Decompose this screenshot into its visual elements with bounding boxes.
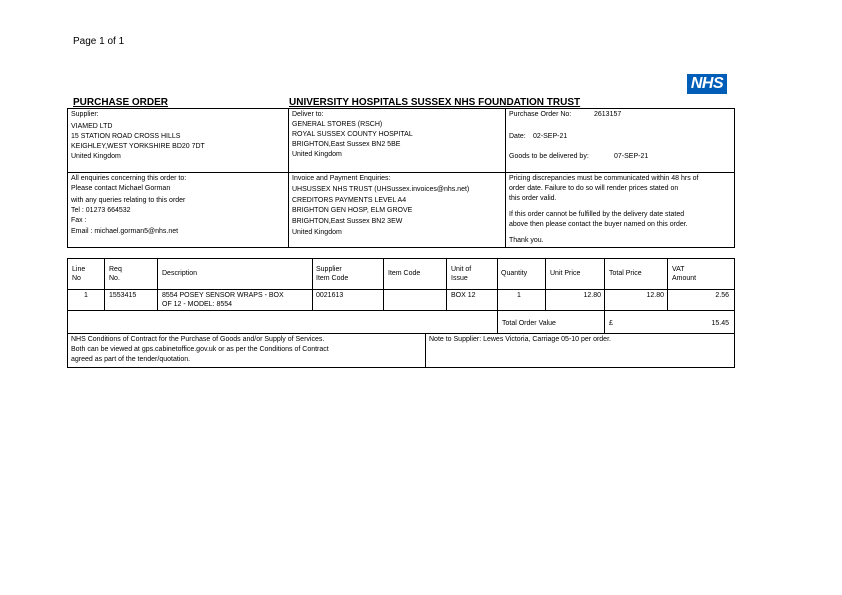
nhs-logo: NHS — [687, 74, 727, 94]
pricing-note-line: above then please contact the buyer named on this order. — [509, 221, 688, 228]
header-total-price: Total Price — [609, 270, 642, 277]
header-unit-of-issue: Issue — [451, 275, 468, 282]
header-req-no: Req — [109, 266, 122, 273]
pricing-note-line: Pricing discrepancies must be communicated within 48 hrs of — [509, 175, 699, 182]
po-number-label: Purchase Order No: — [509, 111, 572, 118]
pricing-note-line: order date. Failure to do so will render prices stated on — [509, 185, 679, 192]
header-req-no: No. — [109, 275, 120, 282]
invoice-line: United Kingdom — [292, 229, 342, 236]
page-number: Page 1 of 1 — [73, 36, 125, 47]
trust-name: UNIVERSITY HOSPITALS SUSSEX NHS FOUNDATION TRUST — [289, 97, 581, 108]
enquiries-phone: Tel : 01273 664532 — [71, 207, 131, 214]
invoice-line: BRIGHTON GEN HOSP, ELM GROVE — [292, 207, 413, 214]
cell-vat: 2.56 — [715, 292, 729, 299]
supplier-address-1: 15 STATION ROAD CROSS HILLS — [71, 133, 181, 140]
header-quantity: Quantity — [501, 270, 528, 277]
total-label: Total Order Value — [502, 320, 556, 327]
invoice-line: BRIGHTON,East Sussex BN2 3EW — [292, 218, 403, 225]
cell-unit-of-issue: BOX 12 — [451, 292, 476, 299]
order-date-label: Date: — [509, 133, 526, 140]
header-line-no: No — [72, 275, 81, 282]
header-vat: Amount — [672, 275, 697, 282]
conditions-line: NHS Conditions of Contract for the Purchase of Goods and/or Supply of Services. — [71, 336, 325, 343]
header-unit-price: Unit Price — [550, 270, 581, 277]
enquiries-fax: Fax : — [71, 217, 87, 224]
deliver-to-address-1: ROYAL SUSSEX COUNTY HOSPITAL — [292, 131, 413, 138]
supplier-note: Note to Supplier: Lewes Victoria, Carriage 05-10 per order. — [429, 336, 611, 343]
cell-description: OF 12 - MODEL: 8554 — [162, 301, 233, 308]
supplier-address-2: KEIGHLEY,WEST YORKSHIRE BD20 7DT — [71, 143, 205, 150]
header-supplier-code: Supplier — [316, 266, 342, 273]
po-number-value: 2613157 — [594, 111, 622, 118]
cell-req-no: 1553415 — [109, 292, 137, 299]
cell-unit-price: 12.80 — [583, 292, 601, 299]
conditions-line: Both can be viewed at gps.cabinetoffice.gov.uk or as per the Conditions of Contract — [71, 346, 329, 353]
delivery-date-label: Goods to be delivered by: — [509, 153, 589, 160]
invoice-line: Invoice and Payment Enquiries: — [292, 175, 391, 182]
order-date-value: 02-SEP-21 — [533, 133, 568, 140]
deliver-to-name: GENERAL STORES (RSCH) — [292, 121, 383, 128]
document-title: PURCHASE ORDER — [73, 97, 169, 108]
header-unit-of-issue: Unit of — [451, 266, 472, 273]
cell-line-no: 1 — [84, 292, 88, 299]
cell-total-price: 12.80 — [646, 292, 664, 299]
supplier-name: VIAMED LTD — [71, 123, 113, 130]
enquiries-email: Email : michael.gorman5@nhs.net — [71, 228, 179, 235]
header-item-code: Item Code — [388, 270, 421, 277]
total-value: 15.45 — [711, 320, 729, 327]
pricing-note-thanks: Thank you. — [509, 237, 544, 244]
enquiries-line: with any queries relating to this order — [71, 197, 186, 204]
invoice-line: CREDITORS PAYMENTS LEVEL A4 — [292, 197, 407, 204]
delivery-date-value: 07-SEP-21 — [614, 153, 649, 160]
enquiries-line: All enquiries concerning this order to: — [71, 175, 187, 182]
header-vat: VAT — [672, 266, 685, 273]
deliver-to-country: United Kingdom — [292, 151, 342, 158]
invoice-line: UHSUSSEX NHS TRUST (UHSussex.invoices@nhs.net) — [292, 186, 470, 193]
supplier-country: United Kingdom — [71, 153, 121, 160]
cell-supplier-code: 0021613 — [316, 292, 344, 299]
header-line-no: Line — [72, 266, 86, 273]
deliver-to-label: Deliver to: — [292, 111, 324, 118]
cell-quantity: 1 — [517, 292, 521, 299]
header-description: Description — [162, 270, 198, 277]
conditions-line: agreed as part of the tender/quotation. — [71, 356, 191, 363]
pricing-note-line: this order valid. — [509, 195, 557, 202]
currency-symbol: £ — [609, 320, 613, 327]
deliver-to-address-2: BRIGHTON,East Sussex BN2 5BE — [292, 141, 401, 148]
header-supplier-code: Item Code — [316, 275, 349, 282]
enquiries-line: Please contact Michael Gorman — [71, 185, 171, 192]
supplier-label: Supplier: — [71, 111, 99, 118]
pricing-note-line: If this order cannot be fulfilled by the delivery date stated — [509, 211, 685, 218]
cell-description: 8554 POSEY SENSOR WRAPS - BOX — [162, 292, 284, 299]
